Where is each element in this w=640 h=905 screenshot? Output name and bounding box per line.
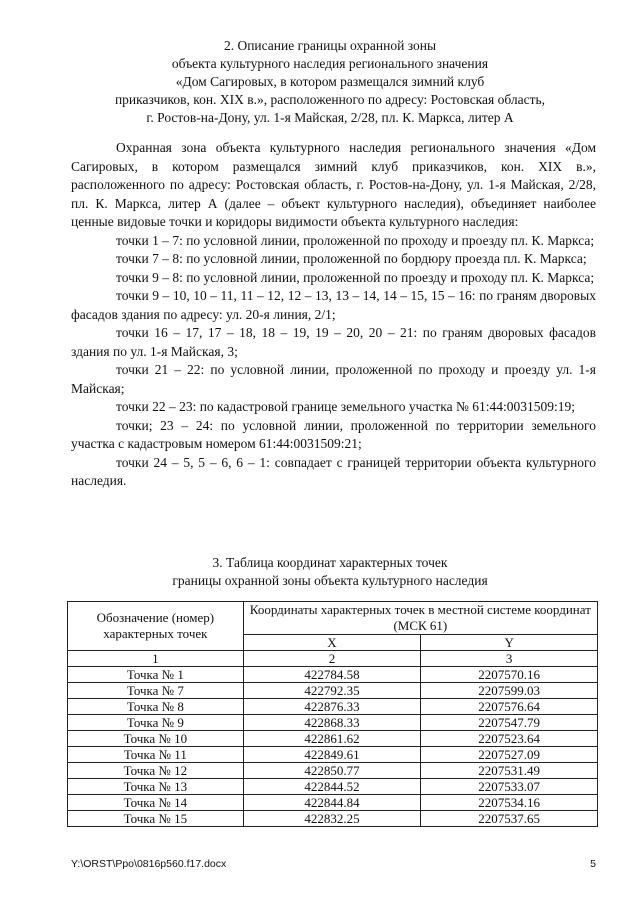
heading-line: границы охранной зоны объекта культурного наследия [172, 573, 488, 588]
x-coordinate: 422844.52 [243, 779, 421, 795]
boundary-paragraph: точки 24 – 5, 5 – 6, 6 – 1: совпадает с границей территории объекта культурного наследия. [71, 454, 596, 488]
footer-page-number: 5 [590, 858, 596, 870]
y-coordinate: 2207547.79 [421, 715, 598, 731]
table-row [68, 811, 598, 827]
y-coordinate: 2207576.64 [421, 699, 598, 715]
column-number: 2 [243, 651, 421, 667]
y-coordinate: 2207533.07 [421, 779, 598, 795]
table-row [68, 795, 598, 811]
heading-line: объекта культурного наследия регионального значения [171, 56, 489, 71]
point-name: Точка № 11 [68, 747, 244, 763]
point-name: Точка № 9 [68, 715, 244, 731]
point-name: Точка № 13 [68, 779, 244, 795]
section-2-body [71, 139, 596, 491]
column-number: 1 [68, 651, 244, 667]
point-designation-header: Обозначение (номер) характерных точек [68, 602, 244, 651]
y-coordinate: 2207534.16 [421, 795, 598, 811]
x-coordinate: 422792.35 [243, 683, 421, 699]
heading-line: 2. Описание границы охранной зоны [223, 38, 437, 53]
heading-line: приказчиков, кон. XIX в.», расположенного по адресу: Ростовская область, [114, 92, 546, 107]
coordinates-table [67, 601, 598, 827]
heading-line: г. Ростов-на-Дону, ул. 1-я Майская, 2/28, пл. К. Маркса, литер А [146, 110, 514, 125]
x-coordinate: 422850.77 [243, 763, 421, 779]
point-name: Точка № 1 [68, 667, 244, 683]
boundary-paragraph: точки 1 – 7: по условной линии, проложенной по проходу и проезду пл. К. Маркса; [116, 232, 595, 248]
x-coordinate: 422868.33 [243, 715, 421, 731]
boundary-paragraph: точки 22 – 23: по кадастровой границе земельного участка № 61:44:0031509:19; [116, 399, 575, 414]
y-coordinate: 2207537.65 [421, 811, 598, 827]
heading-line: «Дом Сагировых, в котором размещался зимний клуб [175, 74, 485, 89]
x-coordinate: 422832.25 [243, 811, 421, 827]
section-2-heading [60, 37, 600, 127]
x-coordinate: 422844.84 [243, 795, 421, 811]
point-name: Точка № 8 [68, 699, 244, 715]
point-name: Точка № 15 [68, 811, 244, 827]
y-coordinate: 2207599.03 [421, 683, 598, 699]
table-row [68, 763, 598, 779]
boundary-paragraph: точки 7 – 8: по условной линии, проложенной по бордюру проезда пл. К. Маркса; [116, 251, 587, 266]
boundary-paragraph: точки 21 – 22: по условной линии, проложенной по проходу и проезду ул. 1-я Майская; [71, 362, 596, 396]
y-coordinate: 2207531.49 [421, 763, 598, 779]
point-name: Точка № 7 [68, 683, 244, 699]
x-coordinate: 422876.33 [243, 699, 421, 715]
table-row [68, 699, 598, 715]
section-3-heading [60, 554, 600, 590]
column-number: 3 [421, 651, 598, 667]
boundary-paragraph: точки 9 – 10, 10 – 11, 11 – 12, 12 – 13, 13 – 14, 14 – 15, 15 – 16: по граням дворовых фасадов здания по адресу: ул. 20-я линия, 2/1; [71, 288, 596, 322]
x-coordinate: 422784.58 [243, 667, 421, 683]
table-row [68, 667, 598, 683]
table-row [68, 747, 598, 763]
boundary-paragraph: точки; 23 – 24: по условной линии, проложенной по территории земельного участка с кадастровым номером 61:44:0031509:21; [71, 417, 596, 451]
table-row [68, 731, 598, 747]
point-name: Точка № 10 [68, 731, 244, 747]
y-coordinate: 2207570.16 [421, 667, 598, 683]
point-name: Точка № 14 [68, 795, 244, 811]
intro-paragraph: Охранная зона объекта культурного наследия регионального значения «Дом Сагировых, в котором размещался зимний клуб приказчиков, кон. XIX в.», расположенного по адресу: Ростовская область, г. Ростов-на-Дону, ул. 1-я Майская, 2/28, пл. К. Маркса, литер А (далее – объект культурного наследия), объединяет наиболее ценные видовые точки и коридоры видимости объекта культурного наследия: [71, 140, 596, 229]
coordinates-header: Координаты характерных точек в местной системе координат (МСК 61) [243, 602, 597, 635]
point-name: Точка № 12 [68, 763, 244, 779]
boundary-paragraph: точки 16 – 17, 17 – 18, 18 – 19, 19 – 20, 20 – 21: по граням дворовых фасадов здания по ул. 1-я Майская, 3; [71, 325, 596, 359]
heading-line: 3. Таблица координат характерных точек [212, 555, 448, 570]
table-row [68, 683, 598, 699]
x-coordinate: 422849.61 [243, 747, 421, 763]
y-column-header: Y [421, 635, 598, 651]
y-coordinate: 2207527.09 [421, 747, 598, 763]
numbering-row [68, 651, 598, 667]
x-column-header: X [243, 635, 421, 651]
y-coordinate: 2207523.64 [421, 731, 598, 747]
table-row [68, 715, 598, 731]
footer-file-path: Y:\ORST\Ppo\0816p560.f17.docx [71, 858, 227, 870]
x-coordinate: 422861.62 [243, 731, 421, 747]
boundary-paragraph: точки 9 – 8: по условной линии, проложенной по проезду и проходу пл. К. Маркса; [116, 269, 595, 285]
table-row [68, 779, 598, 795]
